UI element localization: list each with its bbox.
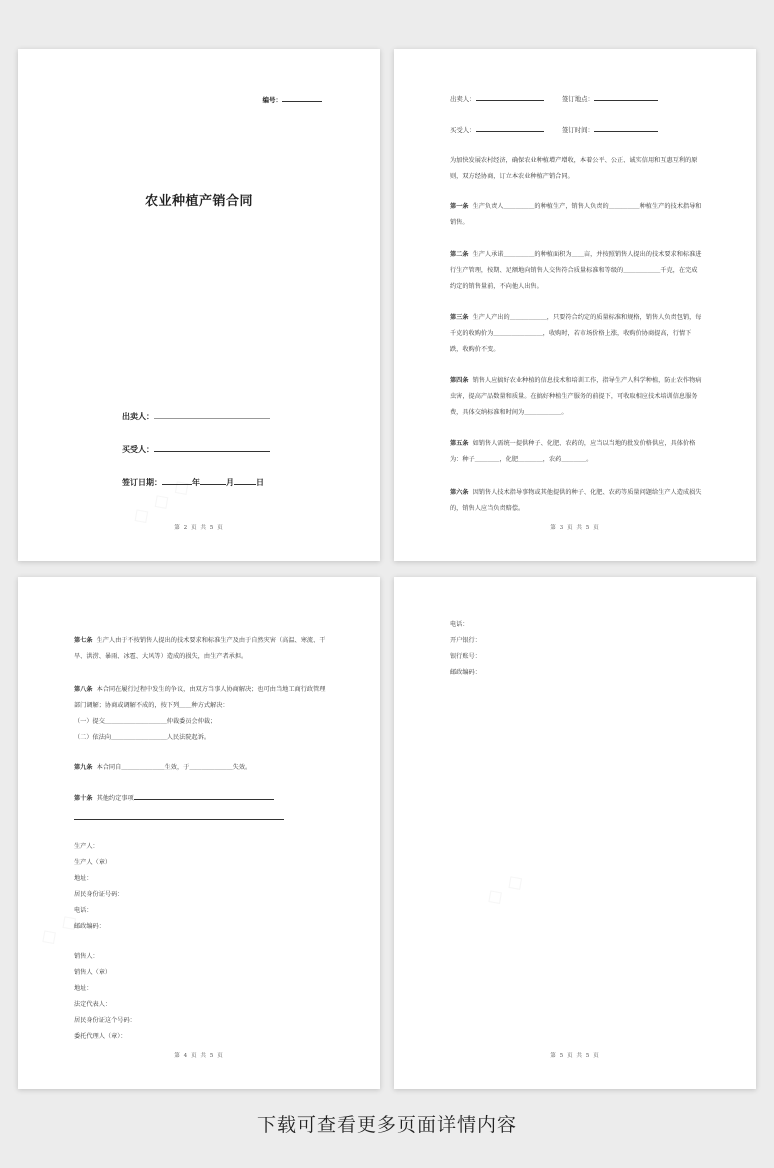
bank-account-line: 银行账号： [450,653,481,660]
sign-place-field [562,93,658,104]
article-text: 本合同在履行过程中发生的争议，由双方当事人协商解决；也可由当地工商行政管理部门调解；协商或调解不成的，按下列＿＿种方式解决： [74,686,326,709]
seller-blank [154,411,270,419]
article-label: 第一条 [450,203,469,210]
sign-date-row [122,477,264,488]
document-page-5 [394,577,756,1089]
page-footer: 第 3 页 共 5 页 [550,525,600,531]
article-text: 生产人由于不按销售人提出的技术要求和标准生产及由于自然灾害（高温、寒流、干旱、洪涝、暴雨、冰雹、大风等）造成的损失，由生产者承担。 [74,637,326,660]
day-label: 日 [256,477,264,487]
article-10 [74,791,326,807]
article-label: 第六条 [450,489,469,496]
article-text: 销售人应搞好农业种植的信息技术和培训工作，指导生产人科学种植，防止农作物病虫害，提高产品数量和质量。在搞好种植生产服务的前提下，可收取相应技术培训信息服务费，具体交纳标准和时间为＿＿＿＿＿＿。 [450,377,702,416]
seller-field [450,93,544,104]
sign-date-label: 签订日期： [122,477,162,487]
article-label: 第三条 [450,314,469,321]
article-7 [74,633,326,665]
contract-number-blank [282,94,322,102]
buyer-blank [154,444,270,452]
month-label: 月 [226,477,234,487]
article-text: 本合同自＿＿＿＿＿＿＿生效，于＿＿＿＿＿＿＿失效。 [96,764,252,771]
option-court: （二）依法向＿＿＿＿＿＿＿＿＿人民法院起诉。 [74,734,211,741]
buyer-field-blank [476,124,544,132]
seller-field-label: 出卖人： [450,95,476,103]
article-2 [450,247,702,295]
buyer-field [450,124,544,135]
seller-address: 地址： [74,985,93,992]
article-label: 第五条 [450,440,469,447]
producer-postcode: 邮政编码： [74,923,105,930]
article-label: 第八条 [74,686,93,693]
document-page-cover [18,49,380,561]
article-text: 生产人承诺＿＿＿＿＿的种植面积为＿＿亩，并按照销售人提出的技术要求和标准进行生产管理，按期、足额地向销售人交售符合质量标准和等级的＿＿＿＿＿＿千克，在完成约定的销售量前，不向他人出售。 [450,251,702,290]
intro-paragraph: 为加快发展农村经济，确保农业种植增产增收，本着公平、公正、诚实信用和互惠互利的原则，双方经协商，订立本农业种植产销合同。 [450,157,698,180]
article-3 [450,310,702,358]
phone-line: 电话： [450,621,469,628]
seller-signature-block [74,949,136,1045]
document-page-4 [18,577,380,1089]
seller-field-blank [476,93,544,101]
article-text: 生产负责人＿＿＿＿＿的种植生产，销售人负责的＿＿＿＿＿种植生产的技术指导和销售。 [450,203,702,226]
seller-name: 销售人： [74,953,99,960]
sign-time-field [562,124,658,135]
producer-signature-block [74,839,124,935]
article-5 [450,436,702,468]
sign-time-label: 签订时间： [562,126,594,134]
seller-legal-representative: 法定代表人： [74,1001,112,1008]
article-text: 其他约定事项 [96,795,134,802]
buyer-label: 买受人： [122,444,154,454]
seller-label: 出卖人： [122,411,154,421]
sign-place-label: 签订地点： [562,95,594,103]
article-label: 第九条 [74,764,93,771]
article-label: 第十条 [74,795,93,802]
day-blank [234,477,256,485]
producer-phone: 电话： [74,907,93,914]
article-8-options [74,714,216,746]
preview-caption: 下载可查看更多页面详情内容 [256,1114,517,1136]
article-text: 因销售人技术指导事物或其他提供的种子、化肥、农药等质量问题给生产人造成损失的，销售人应当负责赔偿。 [450,489,702,512]
article-8 [74,682,326,714]
article-label: 第七条 [74,637,93,644]
page-footer: 第 5 页 共 5 页 [550,1053,600,1059]
article-9 [74,760,326,776]
contract-title: 农业种植产销合同 [144,194,253,209]
page-footer: 第 2 页 共 5 页 [174,525,224,531]
sign-time-blank [594,124,658,132]
article-4 [450,373,702,421]
producer-id-number: 居民身份证号码： [74,891,124,898]
article-label: 第四条 [450,377,469,384]
seller-agent: 委托代理人（章）： [74,1033,127,1040]
buyer-field-label: 买受人： [450,126,476,134]
bank-info-block [450,617,481,681]
option-arbitration: （一）提交＿＿＿＿＿＿＿＿＿＿仲裁委员会仲裁； [74,718,217,725]
bank-name-line: 开户银行： [450,637,481,644]
seller-seal: 销售人（章） [74,969,112,976]
page-footer: 第 4 页 共 5 页 [174,1053,224,1059]
postcode-line: 邮政编码： [450,669,481,676]
month-blank [200,477,226,485]
producer-address: 地址： [74,875,93,882]
article-text: 生产人产出的＿＿＿＿＿＿，只要符合约定的质量标准和规格，销售人负责包销，每千克的收购价为＿＿＿＿＿＿＿＿，收购时，若市场价格上涨，收购价协商提高，行情下跌，收购价不变。 [450,314,702,353]
contract-number-label: 编号： [262,96,282,104]
other-terms-blank [134,792,274,800]
seller-row [122,411,270,422]
producer-seal: 生产人（章） [74,859,112,866]
year-label: 年 [192,477,200,487]
producer-name: 生产人： [74,843,99,850]
buyer-row [122,444,270,455]
sign-place-blank [594,93,658,101]
watermark [481,867,529,911]
document-page-3 [394,49,756,561]
seller-id-number: 居民身份证这个号码： [74,1017,136,1024]
other-terms-line [74,819,284,820]
article-6 [450,485,702,517]
article-1 [450,199,702,231]
article-text: 如销售人需统一提供种子、化肥、农药的，应当以当地的批发价格供应，具体价格为：种子＿＿＿＿，化肥＿＿＿＿，农药＿＿＿＿。 [450,440,696,463]
article-label: 第二条 [450,251,469,258]
contract-number [263,94,323,104]
